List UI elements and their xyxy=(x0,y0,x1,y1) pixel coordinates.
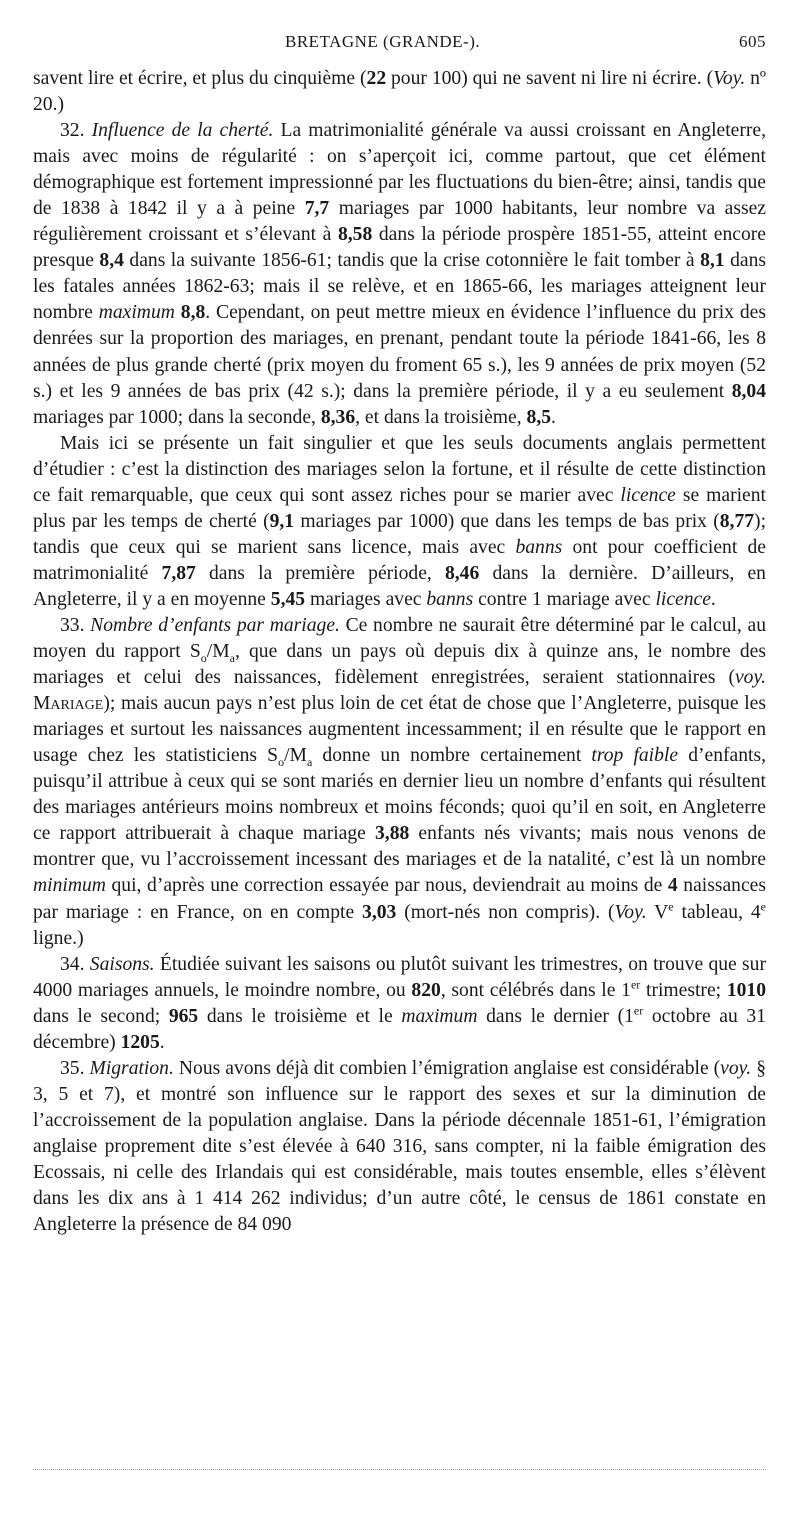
italic-text: Nombre d’enfants par mariage. xyxy=(90,614,340,636)
italic-text: licence xyxy=(620,484,676,506)
text-run: dans le second; xyxy=(33,1005,169,1027)
text-run: dans le troisième et le xyxy=(198,1005,402,1027)
italic-text: maximum xyxy=(401,1005,478,1027)
text-run: /M xyxy=(284,745,307,767)
italic-text: maximum xyxy=(98,302,175,324)
small-caps-text: Mariage xyxy=(33,693,104,715)
text-run: Mais ici se présente un fait singulier et que les seuls documents anglais permettent d’étudier : c’est la distinction des mariages selon la fortune, et il résulte de cette distinction ce fait remarquable, que ceux qui sont assez riches pour se marier avec xyxy=(33,432,766,506)
text-run: 33. xyxy=(60,614,91,636)
text-run: se marient plus par les temps de cherté ( xyxy=(33,484,766,532)
text-run: , que dans un pays où depuis dix à quinze ans, le nombre des mariages et celui des naissances, fidèlement enregistrées, seraient stationnaires ( xyxy=(33,641,766,689)
bold-figure: 8,77 xyxy=(719,510,755,532)
italic-text: voy. xyxy=(720,1057,752,1079)
text-run: , sont célébrés dans le 1 xyxy=(440,979,631,1001)
bold-figure: 8,58 xyxy=(337,224,373,246)
text-run: mariages avec xyxy=(305,588,427,610)
text-run: qui, d’après une correction essayée par nous, deviendrait au moins de xyxy=(105,875,668,897)
text-run: dans les fatales années 1862-63; mais il se relève, et en 1865-66, les mariages atteignent leur nombre xyxy=(33,250,766,324)
running-title: BRETAGNE (GRANDE-). xyxy=(285,32,481,51)
superscript: er xyxy=(633,1003,644,1018)
text-run: mariages par 1000) que dans les temps de bas prix ( xyxy=(294,510,720,532)
bold-figure: 5,45 xyxy=(270,588,306,610)
italic-text: banns xyxy=(426,588,474,610)
bold-figure: 8,5 xyxy=(526,406,552,428)
bold-figure: 965 xyxy=(168,1005,199,1027)
text-run: donne un nombre certainement xyxy=(312,745,592,767)
text-run: contre 1 mariage avec xyxy=(473,588,656,610)
text-run: dans la suivante 1856-61; tandis que la crise cotonnière le fait tomber à xyxy=(123,250,701,272)
footer-dotted-rule xyxy=(33,1469,766,1470)
bold-figure: 1010 xyxy=(726,979,766,1001)
text-run: . xyxy=(710,588,716,610)
italic-text: Voy. xyxy=(614,901,647,923)
page-header xyxy=(33,32,766,58)
text-run: pour 100) qui ne savent ni lire ni écrire. ( xyxy=(386,68,714,89)
paragraph-licence xyxy=(33,431,766,613)
paragraph-35 xyxy=(33,1056,766,1238)
text-run: . Cependant, on peut mettre mieux en évidence l’influence du prix des denrées sur la proportion des mariages, en prenant, pendant toute la période 1841-66, les 8 années de plus grande cherté (prix moyen du froment 65 s.), les 9 années de prix moyen (52 s.) et les 9 années de bas prix (42 s.); dans la première période, il y a eu seulement xyxy=(33,302,766,402)
text-run: ); tandis que ceux qui se marient sans licence, mais avec xyxy=(33,510,767,558)
text-run: naissances par mariage : en France, on en compte xyxy=(33,875,766,923)
bold-figure: 4 xyxy=(667,875,678,897)
text-run: 32. xyxy=(60,120,92,142)
text-run: Étudiée suivant les saisons ou plutôt suivant les trimestres, on trouve que sur 4000 mariages annuels, le moindre nombre, ou xyxy=(33,953,767,1001)
bold-figure: 8,36 xyxy=(320,406,356,428)
text-run: octobre au 31 décembre) xyxy=(33,1005,767,1053)
text-run: 34. xyxy=(60,953,90,975)
paragraph-continuation xyxy=(33,66,766,118)
text-run: mariages par 1000 habitants, leur nombre va assez régulièrement croissant et s’élevant à xyxy=(33,198,766,246)
subscript: a xyxy=(306,755,313,770)
bold-figure: 7,7 xyxy=(304,198,330,220)
bold-figure: 8,46 xyxy=(444,562,480,584)
italic-text: Influence de la cherté. xyxy=(91,120,274,142)
text-run: /M xyxy=(206,641,230,663)
bold-figure: 8,8 xyxy=(180,302,206,324)
text-run: . xyxy=(551,406,556,428)
text-run: ont pour coefficient de matrimonialité xyxy=(33,536,766,584)
bold-figure: 3,03 xyxy=(362,901,397,923)
body-text xyxy=(33,66,766,1238)
text-run: . xyxy=(159,1031,165,1053)
bold-figure: 3,88 xyxy=(375,823,410,845)
paragraph-34 xyxy=(33,952,766,1056)
text-run: ); mais aucun pays n’est plus loin de cet état de chose que l’Angleterre, puisque les mariages et surtout les naissances augmentent incessamment; il en résulte que le rapport en usage chez les statisticiens S xyxy=(33,693,766,767)
text-run: dans la première période, xyxy=(195,562,445,584)
italic-text: licence xyxy=(655,588,711,610)
superscript: e xyxy=(668,898,674,913)
bold-figure: 8,4 xyxy=(99,250,124,272)
italic-text: Saisons. xyxy=(89,953,155,975)
superscript: e xyxy=(760,898,766,913)
bold-figure: 8,1 xyxy=(700,250,725,272)
text-run: trimestre; xyxy=(640,979,727,1001)
paragraph-32 xyxy=(33,118,766,431)
text-run: 35. xyxy=(60,1057,90,1079)
text-run: ligne.) xyxy=(33,927,84,949)
text-run: , et dans la troisième, xyxy=(355,406,527,428)
italic-text: trop faible xyxy=(591,745,679,767)
text-run: tableau, 4 xyxy=(673,901,761,923)
bold-figure: 1205 xyxy=(120,1031,160,1053)
text-run: nº 20.) xyxy=(33,68,766,116)
text-run: § 3, 5 et 7), et montré son influence sur le rapport des sexes et sur la diminution de l’accroissement de la population anglaise. Dans la période décennale 1851-61, l’émigration anglaise proprement dite s’est élevée à 640 316, sans compter, ni la faible émigration des Ecossais, ni celle des Irlandais qui est considérable, mais toutes ensemble, elles s’élèvent dans les dix ans à 1 414 262 individus; d’un autre côté, le census de 1861 constate en Angleterre la présence de 84 090 xyxy=(33,1057,766,1236)
text-run: Nous avons déjà dit combien l’émigration anglaise est considérable ( xyxy=(173,1057,721,1079)
text-run: Ce nombre ne saurait être déterminé par le calcul, au moyen du rapport S xyxy=(33,614,766,663)
subscript: o xyxy=(200,650,207,665)
text-run: savent lire et écrire, et plus du cinquième ( xyxy=(33,68,367,89)
italic-text: voy. xyxy=(734,667,766,689)
subscript: o xyxy=(278,755,285,770)
text-run: dans la période prospère 1851-55, atteint encore presque xyxy=(33,224,767,272)
paragraph-33 xyxy=(33,613,766,952)
bold-figure: 9,1 xyxy=(269,510,295,532)
italic-text: Voy. xyxy=(713,68,746,89)
text-run: La matrimonialité générale va aussi croissant en Angleterre, mais avec moins de régularité : on s’aperçoit ici, comme partout, que cet élément démographique est fortement impressionné par les fluctuations du bien-être; ainsi, tandis que de 1838 à 1842 il y a à peine xyxy=(33,120,767,220)
bold-figure: 22 xyxy=(366,68,387,89)
text-run: mariages par 1000; dans la seconde, xyxy=(33,406,321,428)
bold-figure: 8,04 xyxy=(731,380,766,402)
text-run: dans la dernière. D’ailleurs, en Angleterre, il y a en moyenne xyxy=(33,562,766,610)
text-run: dans le dernier (1 xyxy=(477,1005,634,1027)
italic-text: banns xyxy=(515,536,563,558)
text-run: enfants nés vivants; mais nous venons de montrer que, vu l’accroissement incessant des mariages et de la natalité, c’est là un nombre xyxy=(33,823,766,871)
text-run: (mort-nés non compris). ( xyxy=(396,901,615,923)
text-run: d’enfants, puisqu’il attribue à ceux qui se sont mariés en dernier lieu un nombre d’enfants qui résultent des mariages antérieurs moins nombreux et moins féconds; quoi qu’il en soit, en Angleterre ce rapport attribuerait à chaque mariage xyxy=(33,745,766,845)
italic-text: minimum xyxy=(33,875,106,897)
bold-figure: 820 xyxy=(411,979,441,1001)
subscript: a xyxy=(229,650,235,665)
text-run: V xyxy=(646,901,669,923)
page-number: 605 xyxy=(739,32,766,51)
bold-figure: 7,87 xyxy=(161,562,196,584)
superscript: er xyxy=(630,977,641,992)
italic-text: Migration. xyxy=(89,1057,174,1079)
